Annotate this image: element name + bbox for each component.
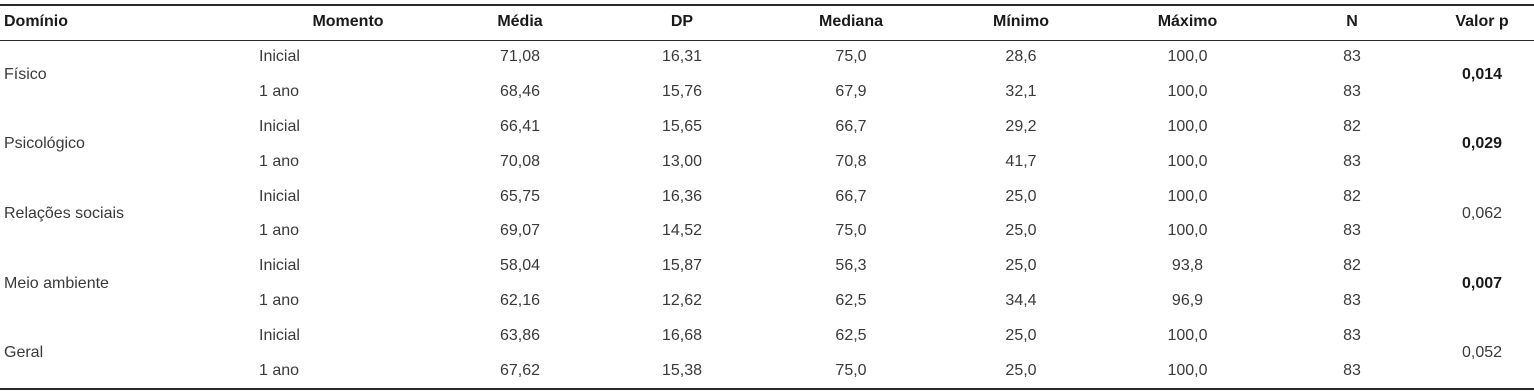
cell-minimo: 34,4 (1005, 291, 1037, 309)
cell-momento: 1 ano (259, 152, 300, 170)
cell-dp: 15,87 (661, 257, 703, 275)
cell-momento: Inicial (259, 187, 300, 205)
cell-n: 83 (1343, 48, 1361, 66)
cell-momento: Inicial (259, 117, 300, 135)
cell-media: 69,07 (499, 222, 541, 240)
cell-dp: 12,62 (661, 291, 703, 309)
cell-mediana: 75,0 (835, 222, 867, 240)
cell-momento: 1 ano (259, 222, 300, 240)
header-mediana: Mediana (818, 13, 883, 30)
cell-maximo: 100,0 (1167, 117, 1208, 135)
cell-valor-p: 0,007 (1461, 274, 1503, 292)
cell-dp: 16,68 (661, 326, 703, 344)
header-n: N (1346, 13, 1358, 30)
cell-dominio: Psicológico (4, 135, 85, 153)
cell-media: 68,46 (499, 83, 541, 101)
header-dp: DP (670, 13, 694, 30)
cell-dp: 15,76 (661, 83, 703, 101)
cell-dominio: Físico (4, 65, 47, 83)
results-table (0, 4, 1534, 388)
table-row (0, 179, 1534, 214)
cell-n: 83 (1343, 326, 1361, 344)
cell-mediana: 75,0 (835, 48, 867, 66)
cell-momento: Inicial (259, 326, 300, 344)
header-media: Média (497, 13, 543, 30)
table-row (0, 318, 1534, 353)
cell-minimo: 25,0 (1005, 222, 1037, 240)
header-dominio: Domínio (4, 13, 68, 30)
cell-minimo: 25,0 (1005, 326, 1037, 344)
cell-dominio: Meio ambiente (4, 274, 109, 292)
cell-maximo: 100,0 (1167, 187, 1208, 205)
cell-media: 58,04 (499, 257, 541, 275)
cell-maximo: 93,8 (1171, 257, 1204, 275)
header-minimo: Mínimo (993, 13, 1049, 30)
cell-dp: 13,00 (661, 152, 703, 170)
cell-dp: 15,38 (661, 361, 703, 379)
cell-media: 70,08 (499, 152, 541, 170)
cell-media: 66,41 (499, 117, 541, 135)
cell-momento: Inicial (259, 257, 300, 275)
cell-minimo: 29,2 (1005, 117, 1037, 135)
header-valor-p: Valor p (1455, 13, 1509, 30)
cell-media: 71,08 (499, 48, 541, 66)
cell-n: 83 (1343, 152, 1361, 170)
cell-valor-p: 0,062 (1461, 204, 1503, 222)
cell-dominio: Relações sociais (4, 204, 125, 222)
cell-mediana: 75,0 (835, 361, 867, 379)
cell-mediana: 66,7 (835, 117, 867, 135)
cell-media: 65,75 (499, 187, 541, 205)
table-row (0, 110, 1534, 145)
cell-valor-p: 0,052 (1461, 344, 1503, 362)
cell-maximo: 100,0 (1167, 152, 1208, 170)
cell-dominio: Geral (4, 344, 44, 362)
cell-mediana: 62,5 (835, 326, 867, 344)
cell-momento: 1 ano (259, 361, 300, 379)
cell-mediana: 67,9 (835, 83, 867, 101)
cell-mediana: 70,8 (835, 152, 867, 170)
cell-n: 83 (1343, 222, 1361, 240)
cell-maximo: 100,0 (1167, 83, 1208, 101)
cell-n: 83 (1343, 361, 1361, 379)
cell-minimo: 32,1 (1005, 83, 1037, 101)
cell-maximo: 100,0 (1167, 48, 1208, 66)
cell-dp: 14,52 (661, 222, 703, 240)
table-row (0, 249, 1534, 284)
cell-dp: 15,65 (661, 117, 703, 135)
cell-minimo: 25,0 (1005, 361, 1037, 379)
table-bottom-rule (0, 388, 1534, 390)
cell-maximo: 100,0 (1167, 361, 1208, 379)
header-maximo: Máximo (1157, 13, 1218, 30)
cell-dp: 16,31 (661, 48, 703, 66)
cell-n: 83 (1343, 291, 1361, 309)
cell-media: 62,16 (499, 291, 541, 309)
cell-valor-p: 0,029 (1461, 135, 1503, 153)
cell-dp: 16,36 (661, 187, 703, 205)
cell-media: 67,62 (499, 361, 541, 379)
cell-maximo: 100,0 (1167, 222, 1208, 240)
table-body (0, 40, 1534, 388)
cell-valor-p: 0,014 (1461, 65, 1503, 83)
cell-n: 82 (1343, 187, 1361, 205)
cell-mediana: 62,5 (835, 291, 867, 309)
cell-momento: 1 ano (259, 83, 300, 101)
header-momento: Momento (312, 13, 384, 30)
cell-momento: 1 ano (259, 291, 300, 309)
table-row (0, 40, 1534, 75)
cell-minimo: 25,0 (1005, 257, 1037, 275)
cell-minimo: 28,6 (1005, 48, 1037, 66)
cell-n: 82 (1343, 117, 1361, 135)
cell-n: 83 (1343, 83, 1361, 101)
cell-maximo: 96,9 (1171, 291, 1204, 309)
cell-minimo: 25,0 (1005, 187, 1037, 205)
cell-minimo: 41,7 (1005, 152, 1037, 170)
cell-mediana: 66,7 (835, 187, 867, 205)
cell-maximo: 100,0 (1167, 326, 1208, 344)
cell-n: 82 (1343, 257, 1361, 275)
cell-mediana: 56,3 (835, 257, 867, 275)
cell-momento: Inicial (259, 48, 300, 66)
table-header-row (0, 4, 1534, 40)
cell-media: 63,86 (499, 326, 541, 344)
